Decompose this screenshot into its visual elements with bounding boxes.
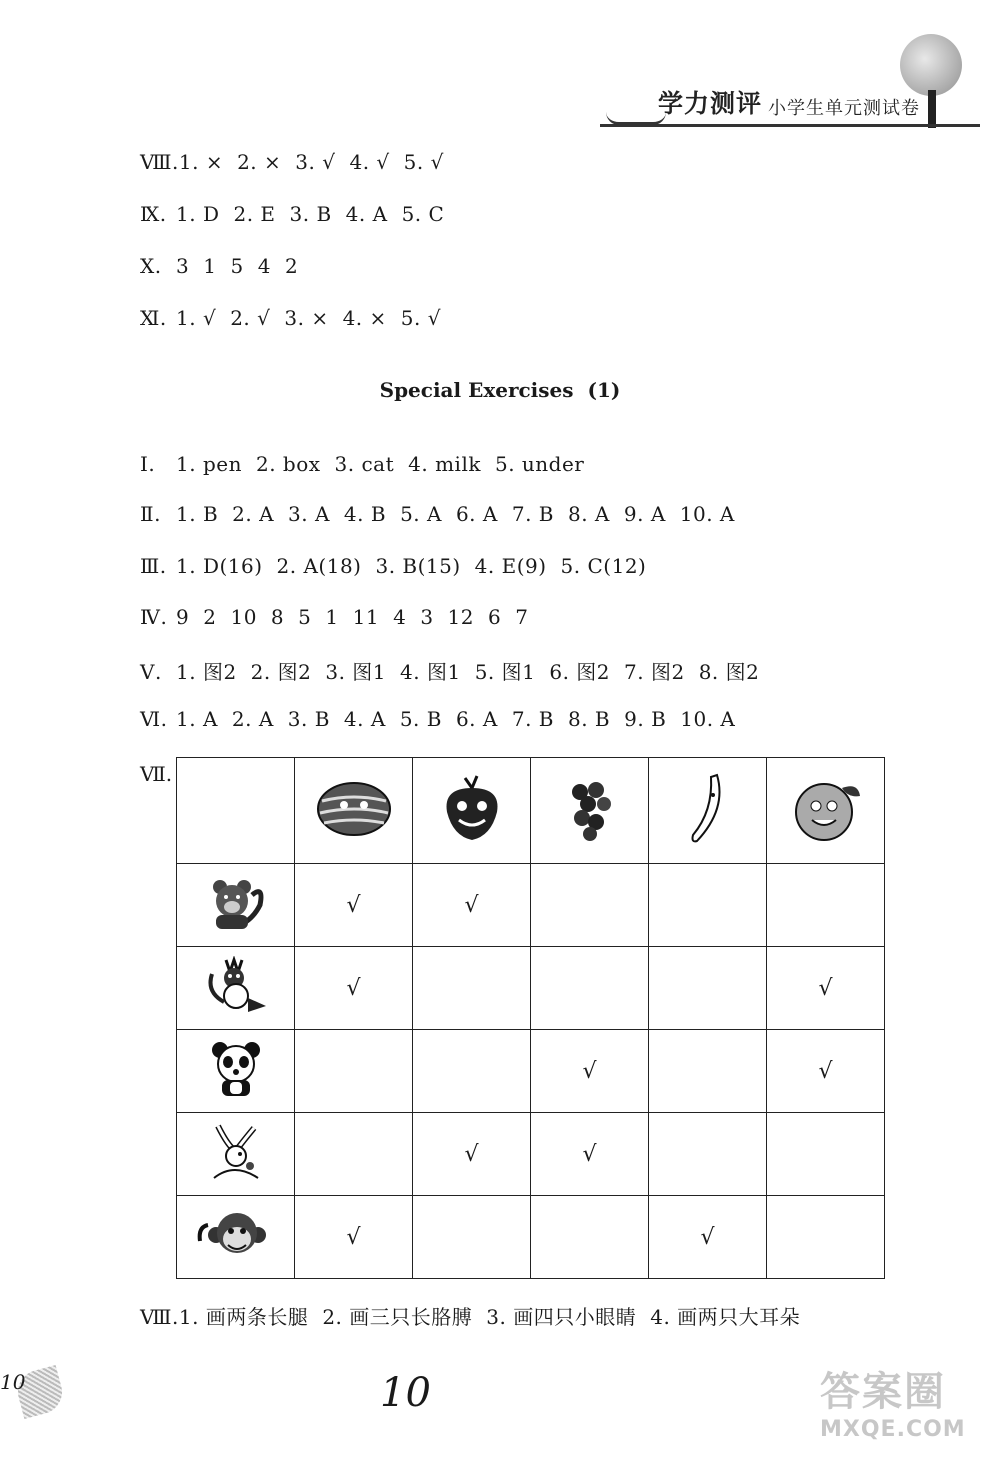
check-cell: √ [413, 864, 531, 947]
table-section-number: Ⅶ. [140, 762, 173, 786]
answer-item: 9 [176, 605, 190, 629]
watermark-logo-text: 答案圈 [820, 1368, 946, 1415]
answer-item: 3 [420, 605, 434, 629]
page-header [600, 28, 980, 138]
bear-icon [204, 875, 268, 931]
answer-item: 2. A [231, 707, 274, 731]
section-number: Ⅲ. [140, 554, 167, 578]
answer-item: 2 [284, 254, 299, 278]
section-number: Ⅷ. [140, 1305, 179, 1329]
answer-item: 1. B [176, 502, 219, 526]
answer-item: 9. A [623, 502, 666, 526]
answer-line [140, 254, 312, 278]
answer-item: 8. 图2 [698, 660, 760, 684]
answer-item: 3 [176, 254, 190, 278]
check-cell [767, 864, 885, 947]
answer-item: 11 [352, 605, 380, 629]
check-cell: √ [295, 864, 413, 947]
page-number: 10 [0, 1370, 26, 1394]
fruit-cell [531, 758, 649, 864]
check-cell: √ [295, 947, 413, 1030]
answer-item: 1. D [176, 202, 220, 226]
answer-item: 1 [203, 254, 217, 278]
orange-icon [786, 774, 866, 844]
answer-line [140, 554, 660, 578]
answer-item: 4. 画两只大耳朵 [650, 1305, 801, 1329]
section-number: Ⅵ. [140, 707, 168, 731]
answer-item: 2. box [255, 452, 321, 476]
answer-item: 3. B [287, 707, 330, 731]
answer-item: 1. pen [176, 452, 242, 476]
grapes-icon [560, 774, 620, 844]
answer-line [140, 452, 598, 476]
check-cell: √ [649, 1196, 767, 1279]
check-cell [649, 947, 767, 1030]
answer-item: 6. A [455, 707, 498, 731]
watermark-url: MXQE.COM [820, 1417, 966, 1442]
section-number: Ⅴ. [140, 660, 162, 684]
answer-item: 4 [393, 605, 407, 629]
brand-subtitle: 小学生单元测试卷 [768, 98, 920, 119]
brand-title: 学力测评 [658, 89, 763, 118]
answer-item: 1. × [178, 150, 224, 174]
answer-item: 1. A [176, 707, 218, 731]
animal-cell [177, 1030, 295, 1113]
answer-item: 2. A [232, 502, 275, 526]
answer-item: 8. B [567, 707, 611, 731]
fruit-cell [649, 758, 767, 864]
answer-item: 4. A [343, 707, 386, 731]
answer-item: 5. under [494, 452, 585, 476]
answer-item: 8. A [567, 502, 610, 526]
check-cell [295, 1113, 413, 1196]
check-cell [413, 1030, 531, 1113]
answer-item: 6 [488, 605, 502, 629]
answer-line [140, 306, 455, 330]
answer-item: 5. √ [400, 306, 441, 330]
answer-line [140, 150, 458, 174]
answer-item: 2. 图2 [250, 660, 312, 684]
answer-item: 4. × [342, 306, 387, 330]
check-cell: √ [531, 1113, 649, 1196]
panda-icon [208, 1040, 264, 1098]
answer-line [140, 202, 458, 226]
answer-item: 10. A [680, 707, 736, 731]
section-title-text: Special Exercises [379, 378, 574, 402]
answer-item: 3. √ [295, 150, 336, 174]
answer-item: 3. 画四只小眼睛 [486, 1305, 637, 1329]
answer-item: 4. 图1 [400, 660, 461, 684]
watermark [820, 1360, 990, 1450]
section-title [0, 378, 1000, 402]
animal-cell [177, 1196, 295, 1279]
check-cell: √ [413, 1113, 531, 1196]
answer-item: 6. A [455, 502, 498, 526]
check-cell [649, 1113, 767, 1196]
answer-item: 2. √ [230, 306, 271, 330]
section-number: Ⅰ. [140, 452, 156, 476]
answer-item: 4. A [345, 202, 388, 226]
animal-cell [177, 947, 295, 1030]
table-header-row [177, 758, 885, 864]
answer-item: 5. C [401, 202, 445, 226]
answer-item: 2. 画三只长胳膊 [322, 1305, 473, 1329]
answer-line [140, 707, 749, 731]
answer-item: 1. D(16) [176, 554, 263, 578]
table-row [177, 1196, 885, 1279]
watermelon-icon [314, 779, 394, 839]
answer-item: 2. A(18) [276, 554, 362, 578]
squirrel-icon [204, 956, 268, 1016]
answer-item: 10. A [679, 502, 735, 526]
swoosh-decoration [606, 112, 666, 125]
fruit-animal-table [176, 757, 885, 1279]
answer-item: 4. milk [408, 452, 481, 476]
table-row [177, 864, 885, 947]
answer-item: 5. B [399, 707, 442, 731]
answer-item: 8 [270, 605, 285, 629]
answer-item: 10 [230, 605, 257, 629]
table-row [177, 1030, 885, 1113]
answer-item: 1 [325, 605, 339, 629]
answer-item: 1. 画两条长腿 [178, 1305, 309, 1329]
fruit-cell [767, 758, 885, 864]
answer-item: 3. A [288, 502, 330, 526]
table-row [177, 1113, 885, 1196]
answer-item: 5. 图1 [474, 660, 536, 684]
handwritten-page-number: 10 [380, 1370, 431, 1416]
fruit-cell [413, 758, 531, 864]
monkey-icon [196, 1207, 276, 1263]
check-cell [767, 1196, 885, 1279]
answer-item: 7. B [511, 707, 554, 731]
check-cell [649, 1030, 767, 1113]
answer-item: 4. E(9) [474, 554, 547, 578]
section-number: Ⅷ. [140, 150, 179, 174]
answer-item: 2. × [237, 150, 282, 174]
answer-item: 5 [230, 254, 244, 278]
answer-item: 1. √ [176, 306, 217, 330]
check-cell [649, 864, 767, 947]
answer-item: 7. 图2 [624, 660, 685, 684]
strawberry-icon [437, 774, 507, 844]
check-cell: √ [767, 947, 885, 1030]
check-cell: √ [295, 1196, 413, 1279]
answer-item: 7. B [511, 502, 554, 526]
answer-item: 3. B(15) [375, 554, 461, 578]
section-title-number: (1) [587, 378, 621, 402]
section-number: Ⅸ. [140, 202, 167, 226]
answer-line [140, 605, 542, 629]
answer-item: 2. E [233, 202, 276, 226]
rabbit-icon [204, 1122, 268, 1182]
section-number: Ⅺ. [140, 306, 167, 330]
check-cell [531, 947, 649, 1030]
answer-item: 4. √ [349, 150, 390, 174]
section-number: Ⅱ. [140, 502, 161, 526]
answer-item: 3. 图1 [325, 660, 387, 684]
section-number: Ⅹ. [140, 254, 162, 278]
banana-icon [683, 769, 733, 849]
check-cell [413, 947, 531, 1030]
answer-item: 1. 图2 [176, 660, 237, 684]
answer-line [140, 656, 773, 685]
answer-item: 5 [298, 605, 312, 629]
answer-item: 3. × [284, 306, 329, 330]
check-cell [531, 864, 649, 947]
answer-item: 6. 图2 [549, 660, 611, 684]
answer-line [140, 502, 749, 526]
answer-item: 5. √ [403, 150, 444, 174]
answer-item: 9. B [624, 707, 667, 731]
section-number: Ⅳ. [140, 605, 168, 629]
answer-item: 3. B [289, 202, 332, 226]
header-rule [600, 124, 980, 127]
answer-item: 3. cat [334, 452, 395, 476]
check-cell: √ [531, 1030, 649, 1113]
answer-item: 5. A [400, 502, 442, 526]
animal-cell [177, 864, 295, 947]
answer-item: 7 [515, 605, 529, 629]
check-cell: √ [767, 1030, 885, 1113]
check-cell [531, 1196, 649, 1279]
check-cell [413, 1196, 531, 1279]
tree-icon [900, 34, 962, 96]
fruit-cell [295, 758, 413, 864]
tree-trunk [928, 90, 936, 128]
check-cell [295, 1030, 413, 1113]
answer-item: 4 [257, 254, 271, 278]
answer-item: 4. B [343, 502, 387, 526]
animal-cell [177, 1113, 295, 1196]
answer-item: 2 [203, 605, 217, 629]
answer-line [140, 1301, 814, 1330]
check-cell [767, 1113, 885, 1196]
answer-item: 5. C(12) [560, 554, 647, 578]
table-row [177, 947, 885, 1030]
answer-item: 12 [447, 605, 474, 629]
table-corner-cell [177, 758, 295, 864]
